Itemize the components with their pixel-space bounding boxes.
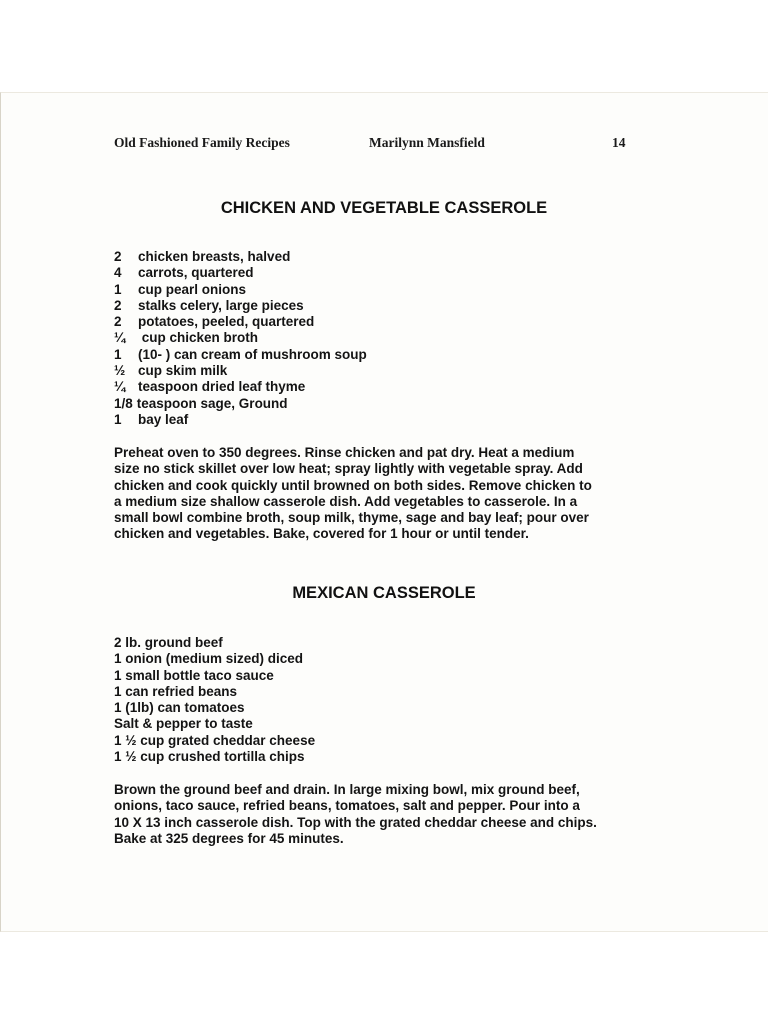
page-number: 14 <box>612 135 626 150</box>
ingredient-text: teaspoon dried leaf thyme <box>138 379 306 395</box>
ingredient-item <box>114 314 367 330</box>
directions-line: chicken and cook quickly until browned on both sides. Remove chicken to <box>114 477 592 493</box>
directions-line: Bake at 325 degrees for 45 minutes. <box>114 830 344 846</box>
directions-line: Preheat oven to 350 degrees. Rinse chicken and pat dry. Heat a medium <box>114 445 575 460</box>
ingredient-item <box>114 249 367 265</box>
book-title: Old Fashioned Family Recipes <box>114 135 290 150</box>
ingredient-item <box>114 298 367 314</box>
ingredient-text: carrots, quartered <box>138 265 254 281</box>
ingredient-item: 1 small bottle taco sauce <box>114 667 274 683</box>
ingredient-qty: 4 <box>114 265 122 281</box>
directions-mexican-casserole <box>114 782 654 847</box>
ingredient-qty: 1 <box>114 411 122 427</box>
ingredient-text: bay leaf <box>138 411 189 427</box>
ingredient-qty: 2 <box>114 314 122 330</box>
recipe-title-chicken-vegetable-casserole: CHICKEN AND VEGETABLE CASSEROLE <box>220 199 548 217</box>
ingredient-qty: 1/8 <box>114 395 133 411</box>
directions-line: 10 X 13 inch casserole dish. Top with the grated cheddar cheese and chips. <box>114 814 597 830</box>
directions-line: Brown the ground beef and drain. In large mixing bowl, mix ground beef, <box>114 782 580 797</box>
ingredient-item: 2 lb. ground beef <box>114 635 223 650</box>
directions-line: a medium size shallow casserole dish. Add vegetables to casserole. In a <box>114 493 578 509</box>
directions-line: small bowl combine broth, soup milk, thyme, sage and bay leaf; pour over <box>114 510 589 526</box>
ingredient-list-chicken-vegetable-casserole <box>114 249 367 428</box>
directions-chicken-vegetable-casserole <box>114 445 654 543</box>
ingredient-item <box>114 412 367 428</box>
ingredient-qty: 1 <box>114 346 122 362</box>
ingredient-qty: ¼ <box>114 330 126 346</box>
ingredient-item <box>114 396 367 412</box>
running-header <box>114 135 634 155</box>
ingredient-item: 1 ½ cup crushed tortilla chips <box>114 749 305 765</box>
ingredient-item <box>114 363 367 379</box>
directions-line: chicken and vegetables. Bake, covered for 1 hour or until tender. <box>114 526 529 542</box>
ingredient-text: stalks celery, large pieces <box>138 297 304 313</box>
ingredient-text: potatoes, peeled, quartered <box>138 314 315 330</box>
ingredient-text: cup pearl onions <box>138 281 247 297</box>
ingredient-item: 1 onion (medium sized) diced <box>114 651 304 667</box>
author-name: Marilynn Mansfield <box>369 135 485 150</box>
ingredient-item <box>114 379 367 395</box>
ingredient-qty: 2 <box>114 249 122 264</box>
directions-line: onions, taco sauce, refried beans, tomatoes, salt and pepper. Pour into a <box>114 798 580 814</box>
ingredient-item: Salt & pepper to taste <box>114 716 253 732</box>
ingredient-item <box>114 330 367 346</box>
ingredient-item <box>114 347 367 363</box>
ingredient-item: 1 (1lb) can tomatoes <box>114 700 245 716</box>
ingredient-text: (10- ) can cream of mushroom soup <box>138 346 367 362</box>
ingredient-text: teaspoon sage, Ground <box>136 395 288 411</box>
ingredient-text: cup skim milk <box>138 363 228 379</box>
ingredient-item <box>114 282 367 298</box>
ingredient-item <box>114 265 367 281</box>
ingredient-qty: ½ <box>114 363 126 379</box>
ingredient-item: 1 can refried beans <box>114 683 238 699</box>
ingredient-text: chicken breasts, halved <box>138 249 291 264</box>
ingredient-text: cup chicken broth <box>138 330 259 346</box>
ingredient-item: 1 ½ cup grated cheddar cheese <box>114 732 316 748</box>
directions-line: size no stick skillet over low heat; spray lightly with vegetable spray. Add <box>114 461 583 477</box>
ingredient-qty: 2 <box>114 297 122 313</box>
ingredient-qty: ¼ <box>114 379 126 395</box>
ingredient-list-mexican-casserole <box>114 635 315 765</box>
ingredient-qty: 1 <box>114 281 122 297</box>
recipe-title-mexican-casserole: MEXICAN CASSEROLE <box>292 584 476 602</box>
